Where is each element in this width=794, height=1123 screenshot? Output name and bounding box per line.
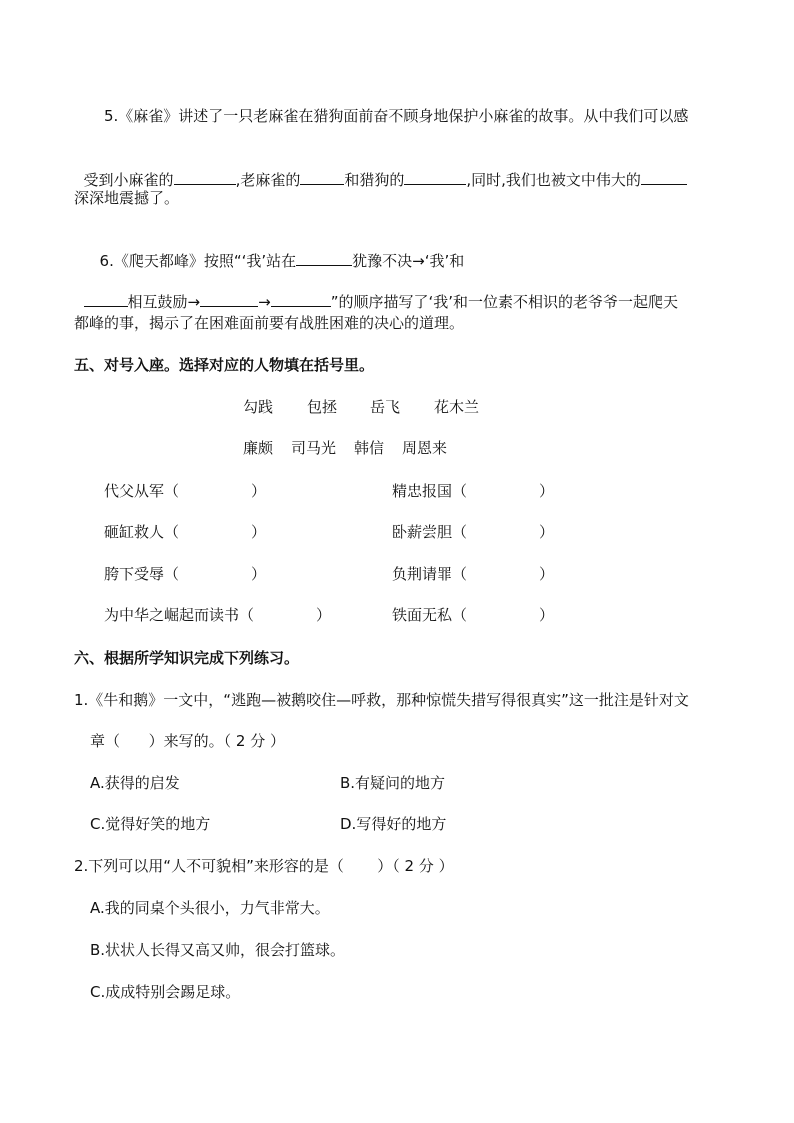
blank[interactable]: [296, 251, 352, 266]
q6-line2: [74, 272, 678, 312]
q5-text-b: ,老麻雀的: [235, 171, 301, 189]
section6-heading: 六、根据所学知识完成下列练习。: [74, 649, 300, 667]
q5-line1: 5.《麻雀》讲述了一只老麻雀在猎狗面前奋不顾身地保护小麻雀的故事。从中我们可以感: [104, 107, 689, 125]
match-item: 代父从军（ ）: [104, 482, 267, 500]
q2-option-b[interactable]: B.状状人长得又高又帅，很会打篮球。: [90, 941, 346, 959]
q1-option-d[interactable]: D.写得好的地方: [340, 815, 447, 833]
q2-option-a[interactable]: A.我的同桌个头很小，力气非常大。: [90, 899, 330, 917]
section5-heading: 五、对号入座。选择对应的人物填在括号里。: [74, 356, 375, 374]
blank[interactable]: [200, 292, 258, 307]
blank[interactable]: [84, 292, 128, 307]
q6-text-d: →: [258, 293, 271, 311]
match-item: 胯下受辱（ ）: [104, 565, 267, 583]
name-option: 岳飞: [370, 398, 401, 416]
q5-line3: 深深地震撼了。: [74, 189, 180, 207]
question-1-line1: 1.《牛和鹅》一文中，“逃跑—被鹅咬住—呼救，那种惊慌失措写得很真实”这一批注是针对文: [74, 691, 689, 709]
name-option: 花木兰: [434, 398, 480, 416]
q1-option-b[interactable]: B.有疑问的地方: [340, 774, 446, 792]
blank[interactable]: [641, 170, 687, 185]
q5-text-d: ,同时,我们也被文中伟大的: [466, 171, 641, 189]
name-option: 司马光: [291, 439, 337, 457]
q6-text-e: ”的顺序描写了‘我’和一位素不相识的老爷爷一起爬天: [330, 293, 679, 311]
name-option: 韩信: [354, 439, 385, 457]
question-2: 2.下列可以用“人不可貌相”来形容的是（ ）（ 2 分 ）: [74, 857, 454, 875]
match-item: 铁面无私（ ）: [392, 606, 555, 624]
match-item: 卧薪尝胆（ ）: [392, 523, 555, 541]
blank[interactable]: [174, 170, 236, 185]
q6-text-a: 6.《爬天都峰》按照“‘我’站在: [99, 252, 297, 270]
match-item: 精忠报国（ ）: [392, 482, 555, 500]
q6-line1: [90, 231, 464, 271]
q5-line2: [74, 150, 687, 190]
match-item: 为中华之崛起而读书（ ）: [104, 606, 332, 624]
match-item: 砸缸救人（ ）: [104, 523, 267, 541]
q2-option-c[interactable]: C.成成特别会踢足球。: [90, 983, 241, 1001]
q1-option-c[interactable]: C.觉得好笑的地方: [90, 815, 211, 833]
name-option: 勾践: [243, 398, 274, 416]
q6-text-c: 相互鼓励→: [127, 293, 201, 311]
name-option: 廉颇: [243, 439, 274, 457]
q5-text-c: 和猎狗的: [344, 171, 405, 189]
q6-text-b: 犹豫不决→‘我’和: [352, 252, 465, 270]
q1-option-a[interactable]: A.获得的启发: [90, 774, 180, 792]
name-option: 包拯: [307, 398, 338, 416]
match-item: 负荆请罪（ ）: [392, 565, 555, 583]
blank[interactable]: [271, 292, 331, 307]
question-1-line2: 章（ ）来写的。（ 2 分 ）: [90, 732, 285, 750]
q5-text-a: 受到小麻雀的: [83, 171, 174, 189]
name-option: 周恩来: [402, 439, 448, 457]
q6-line3: 都峰的事，揭示了在困难面前要有战胜困难的决心的道理。: [74, 314, 465, 332]
blank[interactable]: [404, 170, 466, 185]
blank[interactable]: [300, 170, 344, 185]
